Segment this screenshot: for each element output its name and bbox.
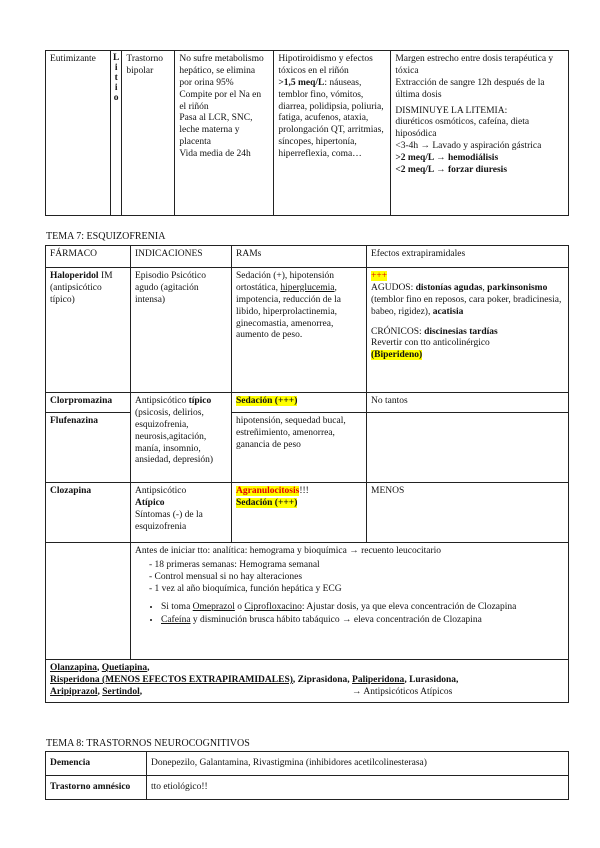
row-value: tto etiológico!! bbox=[147, 776, 569, 800]
neurocognitive-table bbox=[45, 751, 569, 800]
table-row bbox=[46, 393, 569, 413]
clozapina-monitoring: Antes de iniciar tto: analítica: hemograma y bioquímica → recuento leucocitario - 18 primeras semanas: Hemograma semanal - Control mensual si no hay alteraciones - 1 vez al año bioquímica, función hepática y ECG • Si toma Omeprazol o Ciprofloxacino: Ajustar dosis, ya que eleva concentración de Clozapina • Cafeína y disminución brusca hábito tabáquico → eleva concentración de Clozapina bbox=[131, 543, 569, 660]
lithium-class: Eutimizante bbox=[46, 51, 111, 216]
lithium-pharmacokinetics: No sufre metabolismo hepático, se elimina por orina 95% Compite por el Na en el riñón Pasa al LCR, SNC, leche materna y placenta Vida media de 24h bbox=[175, 51, 274, 216]
row-label: Trastorno amnésico bbox=[46, 776, 147, 800]
drug-name: Risperidona (MENOS EFECTOS EXTRAPIRAMIDALES) bbox=[50, 674, 293, 685]
drug-name: , bbox=[97, 686, 103, 697]
drug-name: , Ziprasidona, bbox=[292, 674, 353, 685]
lithium-name-vertical: L i t i o bbox=[111, 51, 122, 216]
column-header: INDICACIONES bbox=[131, 246, 232, 268]
list-item: - Control mensual si no hay alteraciones bbox=[161, 572, 564, 584]
lithium-table bbox=[45, 50, 569, 216]
column-header: FÁRMACO bbox=[46, 246, 131, 268]
row-value: Donepezilo, Galantamina, Rivastigmina (inhibidores acetilcolinesterasa) bbox=[147, 752, 569, 776]
list-item: • Si toma Omeprazol o Ciprofloxacino: Ajustar dosis, ya que eleva concentración de Clozapina bbox=[161, 602, 564, 614]
list-item: • Cafeína y disminución brusca hábito tabáquico → eleva concentración de Clozapina bbox=[161, 615, 564, 627]
haloperidol-rams: Sedación (+), hipotensión ortostática, hiperglucemia, impotencia, reducción de la libido, hiperprolactinemia, ginecomastia, amenorrea, aumento de peso. bbox=[232, 268, 367, 393]
clozapina-indication: Antipsicótico Atípico Síntomas (-) de la esquizofrenia bbox=[131, 483, 232, 543]
table-header-row bbox=[46, 246, 569, 268]
drug-flufenazina: Flufenazina bbox=[46, 413, 131, 483]
table-row bbox=[46, 51, 569, 216]
table-row bbox=[46, 483, 569, 543]
column-header: RAMs bbox=[232, 246, 367, 268]
atypical-antipsychotics bbox=[46, 660, 569, 703]
column-header: Efectos extrapiramidales bbox=[367, 246, 569, 268]
drug-name: Sertindol bbox=[102, 686, 140, 697]
drug-clozapina: Clozapina bbox=[46, 483, 131, 543]
drug-clorpromazina: Clorpromazina bbox=[46, 393, 131, 413]
clorpromazina-eps: No tantos bbox=[367, 393, 569, 413]
table-row bbox=[46, 776, 569, 800]
list-item: - 18 primeras semanas: Hemograma semanal bbox=[161, 560, 564, 572]
table-row bbox=[46, 413, 569, 483]
lithium-indication: Trastorno bipolar bbox=[122, 51, 175, 216]
lithium-management: Margen estrecho entre dosis terapéutica y tóxica Extracción de sangre 12h después de la última dosis DISMINUYE LA LITEMIA: diuréticos osmóticos, cafeína, dieta hiposódica <3-4h → Lavado y aspiración gástrica >2 meq/L → hemodiálisis <2 meq/L → forzar diuresis bbox=[391, 51, 569, 216]
atypical-line bbox=[50, 687, 142, 697]
lithium-toxicity: Hipotiroidismo y efectos tóxicos en el riñón >1,5 meq/L: náuseas, temblor fino, vómitos, diarrea, polidipsia, poliuria, fatiga, acufenos, ataxia, prolongación QT, arritmias, síncopes, hipertonía, hiperreflexia, coma… bbox=[274, 51, 391, 216]
schizophrenia-table bbox=[45, 245, 569, 703]
interaction-list bbox=[135, 602, 564, 628]
clozapina-eps: MENOS bbox=[367, 483, 569, 543]
table-row bbox=[46, 543, 569, 660]
section-title-tema7: TEMA 7: ESQUIZOFRENIA bbox=[46, 231, 166, 242]
haloperidol-eps: +++ AGUDOS: distonías agudas, parkinsonismo (temblor fino en reposos, cara poker, bradicinesia, babeo, rigidez), acatisia CRÓNICOS: discinesias tardías Revertir con tto anticolinérgico (Biperideno) bbox=[367, 268, 569, 393]
flufenazina-eps bbox=[367, 413, 569, 483]
clorpromazina-indication: Antipsicótico típico (psicosis, delirios, esquizofrenia, neurosis,agitación, manía, insomnio, ansiedad, depresión) bbox=[131, 393, 232, 483]
drug-name: , Lurasidona, bbox=[404, 674, 459, 685]
section-title-tema8: TEMA 8: TRASTORNOS NEUROCOGNITIVOS bbox=[46, 738, 250, 749]
clorpromazina-rams: Sedación (+++) bbox=[232, 393, 367, 413]
drug-name: , bbox=[147, 663, 150, 673]
table-row bbox=[46, 660, 569, 703]
monitoring-list bbox=[135, 560, 564, 596]
drug-name: Olanzapina bbox=[50, 663, 97, 673]
row-label: Demencia bbox=[46, 752, 147, 776]
atypical-line bbox=[50, 675, 564, 687]
atypical-line bbox=[50, 663, 564, 675]
table-row bbox=[46, 752, 569, 776]
drug-name: Quetiapina bbox=[101, 663, 148, 673]
drug-haloperidol: Haloperidol IM (antipsicótico típico) bbox=[46, 268, 131, 393]
atypical-arrow: → Antipsicóticos Atípicos bbox=[352, 686, 453, 697]
drug-name: Paliperidona bbox=[352, 674, 405, 685]
drug-name: , bbox=[139, 686, 143, 697]
flufenazina-rams: hipotensión, sequedad bucal, estreñimiento, amenorrea, ganancia de peso bbox=[232, 413, 367, 483]
haloperidol-indication: Episodio Psicótico agudo (agitación intensa) bbox=[131, 268, 232, 393]
clozapina-rams: Agranulocitosis!!! Sedación (+++) bbox=[232, 483, 367, 543]
list-item: - 1 vez al año bioquímica, función hepática y ECG bbox=[161, 584, 564, 596]
drug-name: Aripiprazol bbox=[50, 686, 98, 697]
table-row bbox=[46, 268, 569, 393]
drug-name: , bbox=[97, 663, 102, 673]
